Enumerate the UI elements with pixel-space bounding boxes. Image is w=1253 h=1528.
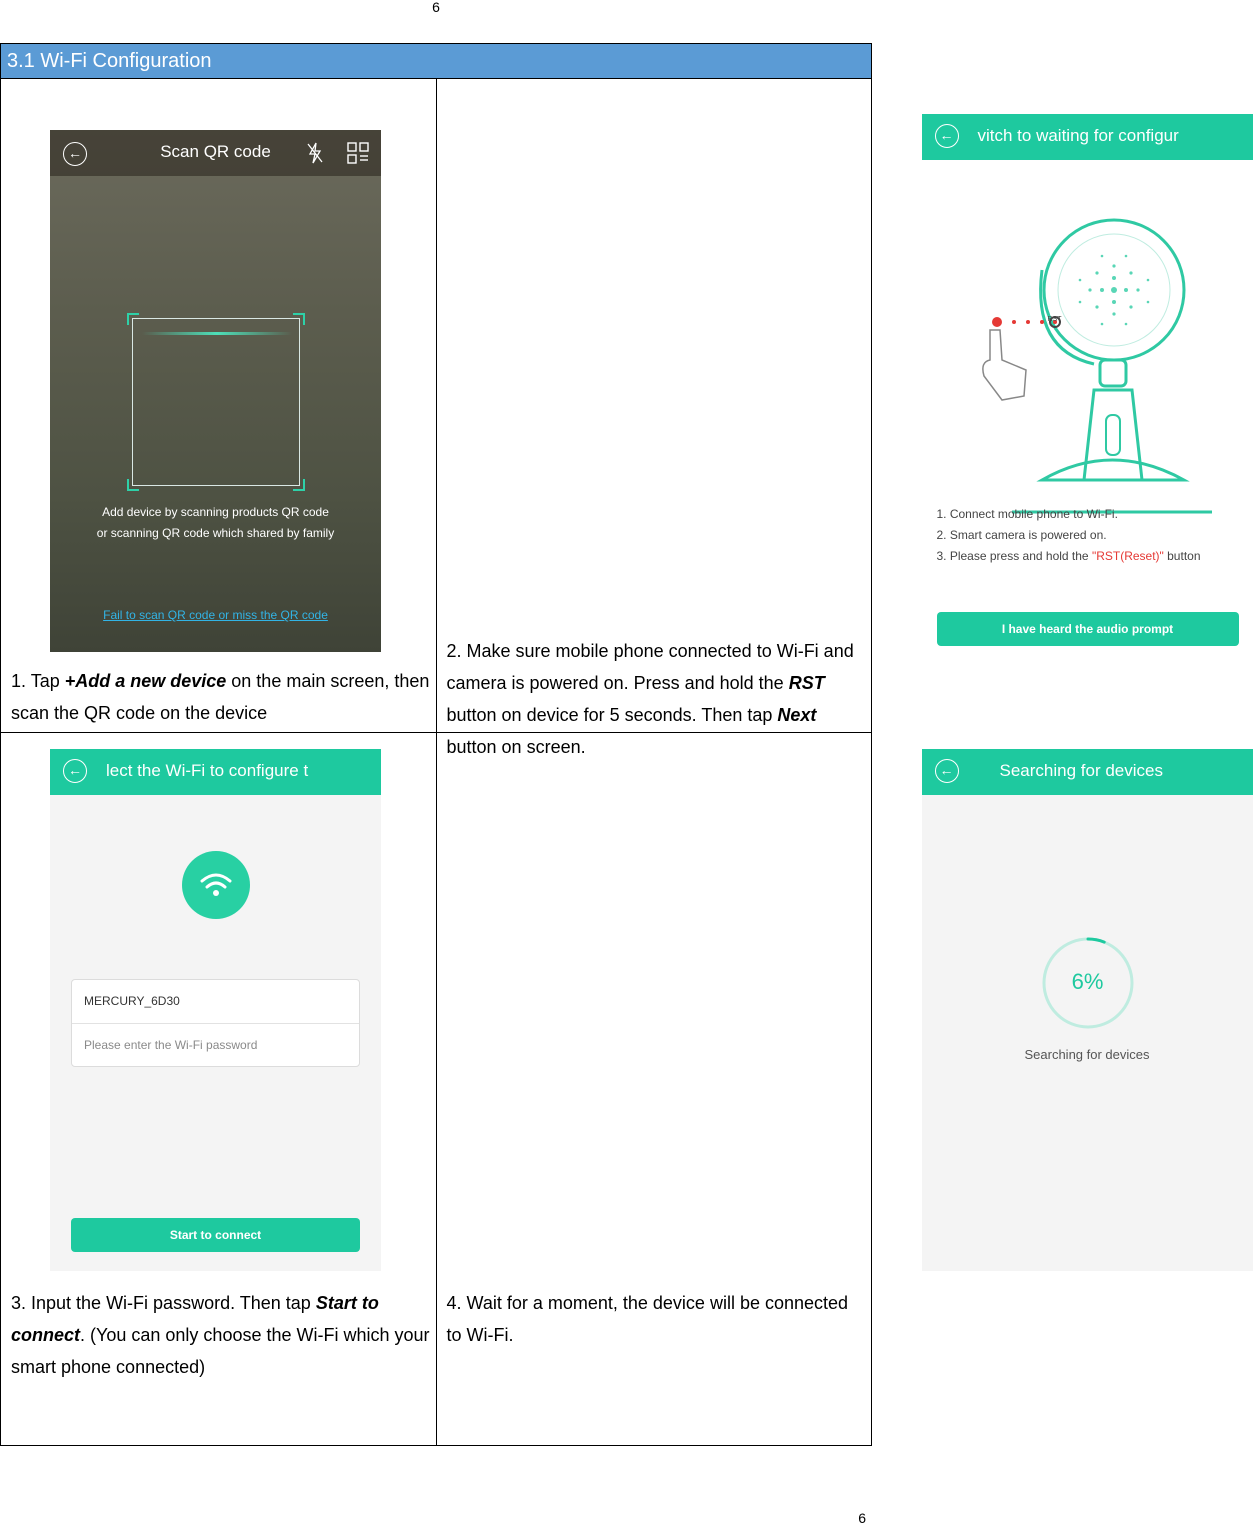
rst-label: RST <box>1047 316 1062 323</box>
step2-cell <box>436 79 1201 757</box>
searching-devices-screenshot <box>922 749 1253 1271</box>
field-divider <box>72 1023 359 1024</box>
fail-to-scan-link[interactable]: Fail to scan QR code or miss the QR code <box>103 608 328 622</box>
progress-percent: 6% <box>1071 969 1104 994</box>
back-arrow-icon: ← <box>935 759 959 783</box>
wifi-form <box>71 979 360 1067</box>
page-number-top: 6 <box>432 0 440 15</box>
audio-prompt-button[interactable]: I have heard the audio prompt <box>937 612 1239 646</box>
section-title: 3.1 Wi-Fi Configuration <box>1 44 872 79</box>
wifi-icon <box>182 851 250 919</box>
step3-cell <box>1 733 437 1446</box>
back-arrow-icon: ← <box>63 142 87 166</box>
step4-caption: 4. Wait for a moment, the device will be connected to Wi-Fi. <box>446 1293 849 1345</box>
back-arrow-icon: ← <box>63 759 87 783</box>
screen-title: lect the Wi-Fi to configure t <box>106 761 309 780</box>
wifi-password-field[interactable]: Please enter the Wi-Fi password <box>84 1038 258 1052</box>
screen-title: Scan QR code <box>160 142 271 161</box>
qr-code-icon <box>347 142 369 164</box>
top-bar <box>922 114 1253 160</box>
step4-cell <box>436 733 1163 1446</box>
top-bar <box>922 749 1253 795</box>
flash-off-icon <box>306 141 324 165</box>
step3-caption: 3. Input the Wi-Fi password. Then tap Start to connect. (You can only choose the Wi-Fi which your smart phone connected) <box>11 1293 430 1377</box>
wifi-password-screenshot <box>50 749 381 1271</box>
reset-instructions: 1. Connect mobile phone to Wi-Fi. 2. Smart camera is powered on. 3. Please press and hold the "RST(Reset)" button <box>936 507 1201 563</box>
qr-scan-screenshot <box>50 130 381 652</box>
scan-frame <box>132 318 300 486</box>
reset-camera-screenshot <box>922 114 1253 636</box>
wifi-ssid-field[interactable]: MERCURY_6D30 <box>84 994 180 1008</box>
start-to-connect-button[interactable]: Start to connect <box>71 1218 360 1252</box>
scan-hint-line1: Add device by scanning products QR code <box>102 505 329 519</box>
progress-arc <box>1088 939 1104 942</box>
screen-title: vitch to waiting for configur <box>977 126 1179 145</box>
back-arrow-icon: ← <box>935 124 959 148</box>
scan-line <box>142 332 292 335</box>
top-bar <box>50 749 381 795</box>
step1-caption: 1. Tap +Add a new device on the main screen, then scan the QR code on the device <box>11 671 430 723</box>
step2-caption: 2. Make sure mobile phone connected to Wi-Fi and camera is powered on. Press and hold the RST button on device for 5 seconds. Then tap Next button on screen. <box>446 641 854 757</box>
page-number-bottom: 6 <box>858 1510 866 1526</box>
scan-hint-line2: or scanning QR code which shared by family <box>96 526 335 540</box>
searching-status: Searching for devices <box>1024 1047 1150 1062</box>
camera-illustration <box>972 210 1212 482</box>
screen-title: Searching for devices <box>999 761 1163 780</box>
wifi-config-table <box>0 43 1201 1446</box>
step1-cell <box>1 79 437 733</box>
